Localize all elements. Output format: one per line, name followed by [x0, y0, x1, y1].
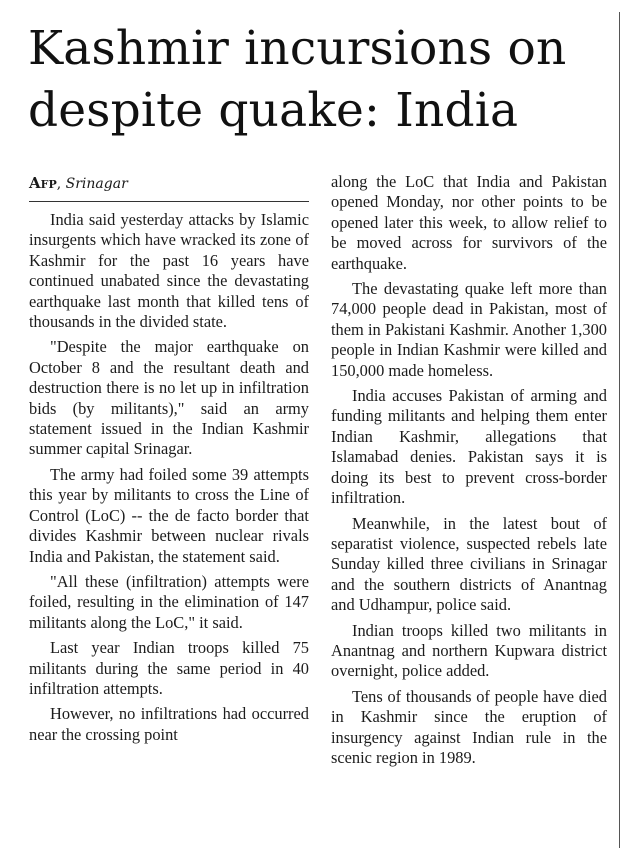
paragraph: Last year Indian troops killed 75 militants during the same period in 40 infiltration attempts.	[29, 638, 309, 698]
paragraph: Tens of thousands of people have died in Kashmir since the eruption of insurgency against Indian rule in the scenic region in 1989.	[331, 686, 607, 767]
column-rule	[619, 12, 620, 848]
paragraph: However, no infiltrations had occurred near the crossing point	[29, 704, 309, 744]
byline-agency: Afp	[29, 174, 57, 192]
paragraph: India accuses Pakistan of arming and funding militants and helping them enter Indian Kashmir, allegations that Islamabad denies. Pakistan says it is doing its best to prevent cross-border infiltration.	[331, 386, 607, 508]
paragraph: "All these (infiltration) attempts were foiled, resulting in the elimination of 147 militants along the LoC," it said.	[29, 571, 309, 632]
article-column-right	[331, 172, 607, 773]
paragraph: Indian troops killed two militants in Anantnag and northern Kupwara district overnight, police added.	[331, 620, 607, 681]
paragraph: The army had foiled some 39 attempts this year by militants to cross the Line of Control (LoC) -- the de facto border that divides Kashmir between nuclear rivals India and Pakistan, the statement said.	[29, 464, 309, 566]
article-column-left	[29, 210, 309, 750]
byline	[29, 174, 309, 202]
byline-separator: ,	[56, 176, 66, 192]
paragraph-continued: along the LoC that India and Pakistan opened Monday, nor other points to be opened later this week, to allow relief to be moved across for survivors of the earthquake.	[331, 172, 607, 273]
byline-location: Srinagar	[65, 176, 128, 192]
paragraph: India said yesterday attacks by Islamic insurgents which have wracked its zone of Kashmir for the past 16 years have continued unabated since the devastating earthquake last month that killed tens of thousands in the divided state.	[29, 210, 309, 332]
paragraph: The devastating quake left more than 74,000 people dead in Pakistan, most of them in Pakistani Kashmir. Another 1,300 people in Indian Kashmir were killed and 150,000 made homeless.	[331, 279, 607, 380]
paragraph: Meanwhile, in the latest bout of separatist violence, suspected rebels late Sunday killed three civilians in Srinagar and the southern districts of Anantnag and Udhampur, police said.	[331, 513, 607, 615]
headline: Kashmir incursions on despite quake: India	[28, 21, 567, 138]
paragraph: "Despite the major earthquake on October 8 and the resultant death and destruction there is no let up in infiltration bids (by militants)," said an army statement issued in the Indian Kashmir summer capital Srinagar.	[29, 337, 309, 459]
